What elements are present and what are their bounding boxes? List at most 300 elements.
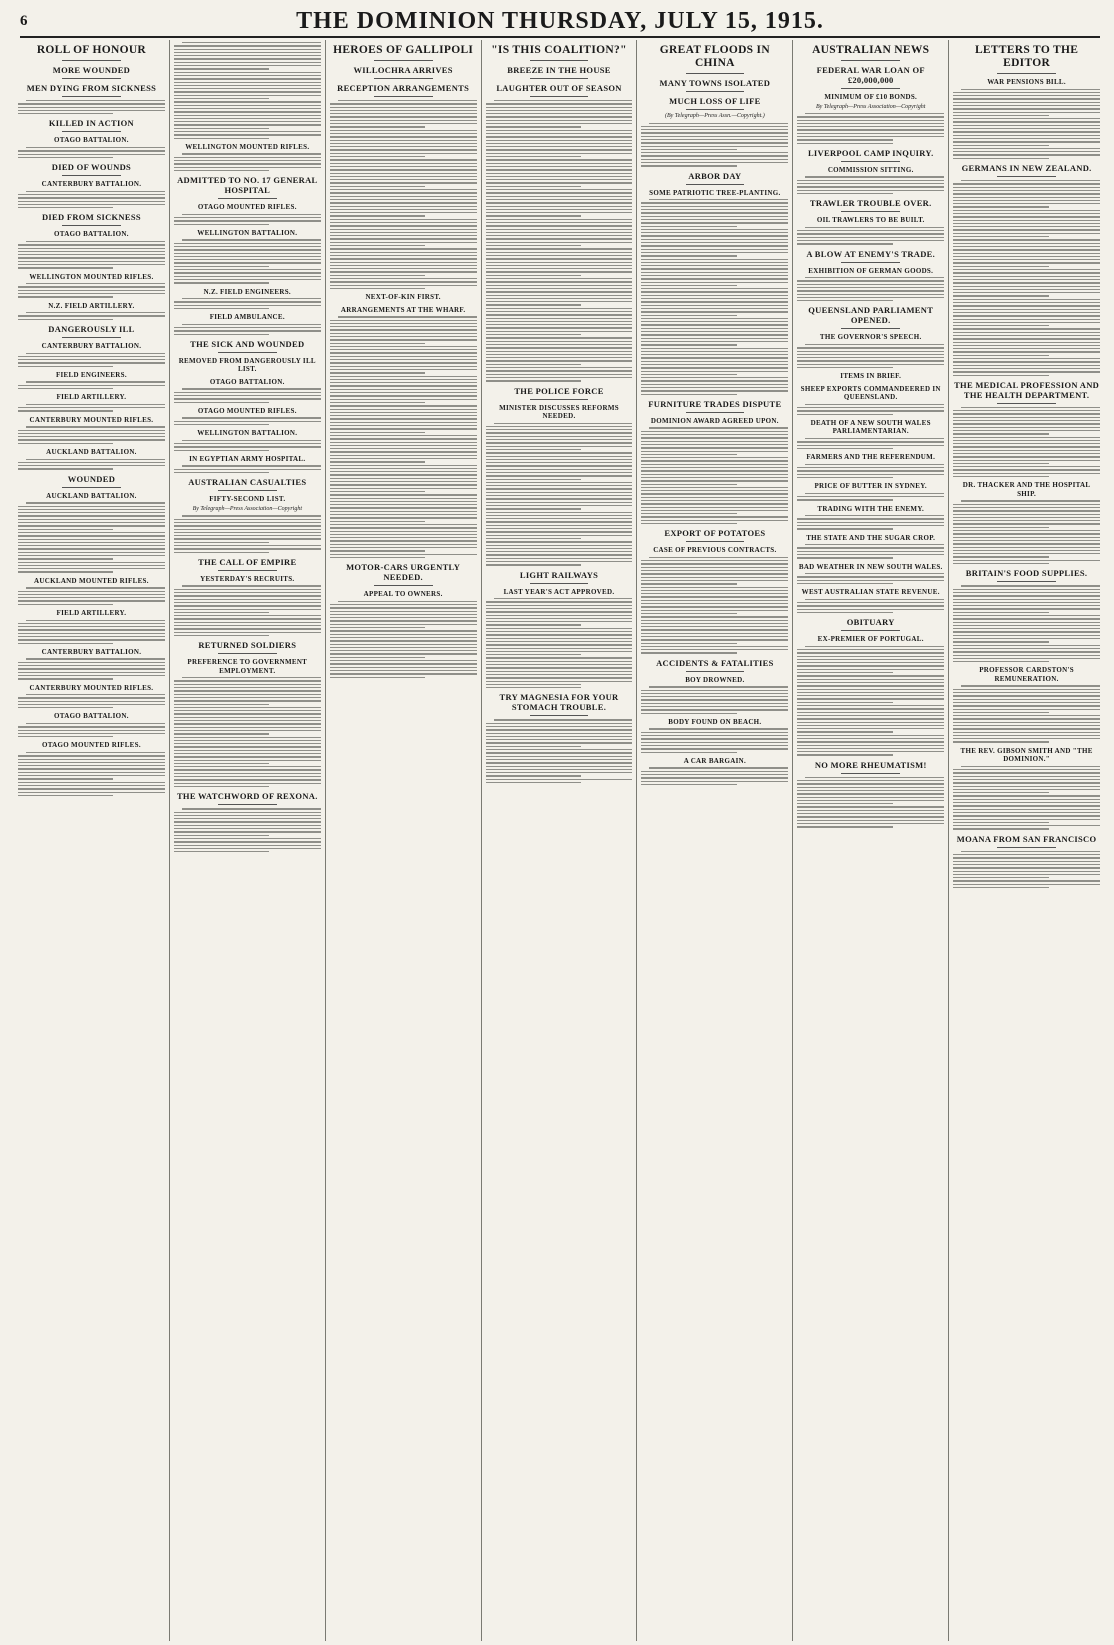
text-line (641, 784, 736, 785)
subheading: THE WATCHWORD OF REXONA. (176, 791, 318, 802)
text-line (174, 542, 269, 543)
article-body (174, 440, 321, 451)
text-line (174, 548, 321, 549)
text-line (641, 159, 788, 160)
subheading: DEATH OF A NEW SOUTH WALES PARLIAMENTARIAN. (810, 418, 931, 436)
text-line (330, 123, 477, 124)
text-line (641, 745, 788, 746)
text-line (182, 465, 321, 466)
text-line (330, 252, 477, 253)
article-body (18, 404, 165, 412)
text-line (174, 841, 321, 842)
text-line (797, 708, 944, 709)
text-line (174, 443, 321, 444)
text-line (330, 644, 477, 645)
text-line (953, 655, 1100, 656)
text-line (953, 735, 1100, 736)
text-line (174, 612, 269, 613)
divider (530, 399, 589, 400)
text-line (641, 587, 788, 588)
text-line (330, 255, 477, 256)
subheading: THE CALL OF EMPIRE (198, 556, 297, 567)
text-line (953, 253, 1100, 254)
text-line (797, 525, 944, 526)
text-line (486, 432, 633, 433)
text-line (953, 420, 1100, 421)
divider (62, 60, 121, 61)
article-body (641, 427, 788, 524)
text-line (330, 428, 477, 429)
article-body (486, 100, 633, 382)
text-line (953, 615, 1100, 616)
text-line (953, 533, 1100, 534)
text-line (486, 357, 633, 358)
text-line (18, 462, 165, 463)
text-line (26, 191, 165, 192)
text-line (486, 495, 633, 496)
text-line (797, 230, 944, 231)
text-line (174, 224, 269, 225)
text-line (953, 197, 1100, 198)
text-line (174, 589, 321, 590)
text-line (797, 810, 944, 811)
text-line (797, 414, 892, 415)
text-line (953, 547, 1100, 548)
subheading: SHEEP EXPORTS COMMANDEERED IN QUEENSLAND. (800, 384, 941, 402)
text-line (953, 520, 1100, 521)
text-line (953, 769, 1100, 770)
text-line (174, 769, 321, 770)
text-line (486, 225, 633, 226)
text-line (330, 677, 425, 678)
text-line (797, 602, 944, 603)
text-line (641, 239, 788, 240)
text-line (797, 754, 892, 755)
text-line (486, 641, 633, 642)
text-line (486, 518, 633, 519)
divider (841, 328, 900, 329)
text-line (174, 753, 321, 754)
text-line (486, 729, 633, 730)
text-line (330, 271, 477, 272)
text-line (486, 611, 633, 612)
column-5 (637, 40, 793, 1641)
text-line (953, 605, 1100, 606)
text-line (953, 802, 1100, 803)
text-line (641, 331, 788, 332)
text-line (641, 523, 736, 524)
text-line (486, 126, 581, 127)
text-line (330, 262, 477, 263)
subheading: FIELD AMBULANCE. (209, 313, 285, 322)
article-body (797, 493, 944, 501)
text-line (330, 196, 477, 197)
article-body (797, 404, 944, 415)
text-line (174, 595, 321, 596)
text-line (953, 864, 1100, 865)
text-line (486, 281, 633, 282)
text-line (797, 820, 944, 821)
text-line (797, 190, 944, 191)
subheading: LAUGHTER OUT OF SEASON (496, 83, 622, 93)
text-line (18, 515, 165, 516)
article-body (330, 100, 477, 289)
text-line (797, 116, 944, 117)
text-line (174, 697, 321, 698)
text-line (330, 620, 477, 621)
text-line (174, 828, 321, 829)
text-line (330, 448, 477, 449)
text-line (953, 779, 1100, 780)
text-line (641, 437, 788, 438)
text-line (494, 598, 633, 599)
text-line (953, 145, 1048, 146)
text-line (797, 748, 944, 749)
headline: "IS THIS COALITION?" (491, 44, 627, 56)
text-line (797, 649, 944, 650)
text-line (797, 193, 892, 194)
text-line (18, 701, 165, 702)
text-line (641, 357, 788, 358)
text-line (641, 390, 788, 391)
text-line (641, 513, 736, 514)
text-line (486, 756, 633, 757)
text-line (641, 338, 788, 339)
text-line (18, 439, 165, 440)
text-line (26, 381, 165, 382)
text-line (18, 430, 165, 431)
text-line (486, 429, 633, 430)
text-line (486, 561, 633, 562)
text-line (797, 522, 944, 523)
article-body (174, 515, 321, 553)
text-line (953, 815, 1100, 816)
text-line (953, 631, 1100, 632)
text-line (953, 423, 1100, 424)
text-line (641, 441, 788, 442)
subheading: A CAR BARGAIN. (683, 756, 747, 765)
text-line (953, 138, 1100, 139)
text-line (797, 679, 944, 680)
text-line (174, 602, 321, 603)
text-line (953, 95, 1100, 96)
text-line (174, 821, 321, 822)
text-line (641, 242, 788, 243)
text-line (953, 884, 1100, 885)
subheading: BREEZE IN THE HOUSE (507, 65, 611, 75)
text-line (330, 356, 477, 357)
subheading: ITEMS IN BRIEF. (840, 372, 902, 381)
text-line (330, 554, 477, 555)
subheading: WELLINGTON MOUNTED RIFLES. (29, 272, 154, 281)
text-line (330, 242, 477, 243)
text-line (953, 135, 1100, 136)
article-body (641, 557, 788, 654)
text-line (805, 544, 944, 545)
text-line (641, 361, 788, 362)
text-line (174, 105, 321, 106)
text-line (18, 290, 165, 291)
text-line (641, 474, 788, 475)
text-line (953, 880, 1100, 881)
text-line (330, 458, 477, 459)
subheading: NEXT-OF-KIN FIRST. (365, 293, 441, 302)
article-body (797, 573, 944, 584)
article-body (330, 316, 477, 558)
text-line (641, 301, 788, 302)
divider (686, 412, 745, 413)
text-line (174, 108, 321, 109)
text-line (953, 210, 1100, 211)
article-body (797, 227, 944, 245)
article-body (953, 851, 1100, 889)
text-line (641, 146, 788, 147)
text-line (174, 710, 321, 711)
subheading: LIVERPOOL CAMP INQUIRY. (807, 147, 934, 158)
text-line (330, 176, 477, 177)
subheading: DIED OF WOUNDS (51, 162, 132, 173)
text-line (953, 279, 1100, 280)
text-line (330, 438, 477, 439)
text-line (486, 130, 633, 131)
text-line (330, 288, 425, 289)
text-line (953, 608, 1100, 609)
text-line (18, 759, 165, 760)
text-line (330, 451, 477, 452)
text-line (174, 756, 321, 757)
text-line (330, 637, 477, 638)
text-line (486, 252, 633, 253)
article-body (174, 42, 321, 139)
divider (62, 131, 121, 132)
text-line (26, 100, 165, 101)
text-line (797, 806, 944, 807)
text-line (486, 638, 633, 639)
text-line (953, 443, 1100, 444)
text-line (18, 248, 165, 249)
text-line (486, 648, 633, 649)
text-line (174, 246, 321, 247)
text-line (330, 657, 425, 658)
text-line (174, 469, 321, 470)
text-line (18, 571, 113, 572)
text-line (486, 558, 633, 559)
text-line (494, 423, 633, 424)
text-line (174, 632, 321, 633)
text-line (797, 470, 944, 471)
text-line (330, 647, 477, 648)
text-line (486, 664, 633, 665)
text-line (18, 433, 165, 434)
text-line (641, 272, 788, 273)
text-line (641, 295, 788, 296)
divider (218, 804, 277, 805)
text-line (641, 324, 788, 325)
text-line (953, 299, 1100, 300)
headline: AUSTRALIAN NEWS (812, 44, 930, 56)
divider (62, 78, 121, 79)
text-line (182, 417, 321, 418)
subheading: WAR PENSIONS BILL. (987, 78, 1066, 86)
text-line (953, 887, 1048, 888)
text-line (174, 118, 321, 119)
text-line (797, 715, 944, 716)
article-body (18, 100, 165, 114)
text-line (953, 216, 1100, 217)
text-line (330, 219, 477, 220)
text-line (174, 472, 269, 473)
text-line (641, 354, 788, 355)
text-line (805, 464, 944, 465)
text-line (953, 433, 1048, 434)
text-line (641, 139, 788, 140)
divider (218, 490, 277, 491)
text-line (330, 392, 477, 393)
text-line (486, 551, 633, 552)
subheading: AUCKLAND BATTALION. (46, 491, 137, 500)
text-line (174, 532, 321, 533)
text-line (641, 206, 788, 207)
text-line (641, 219, 788, 220)
text-line (641, 646, 788, 647)
text-line (486, 624, 581, 625)
text-line (174, 763, 269, 764)
text-line (26, 502, 165, 503)
text-line (174, 727, 321, 728)
text-line (953, 543, 1100, 544)
subheading: THE SICK AND WOUNDED (190, 338, 305, 349)
text-line (174, 249, 321, 250)
subheading: TRADING WITH THE ENEMY. (817, 504, 925, 513)
text-line (18, 468, 113, 469)
text-line (797, 722, 944, 723)
divider (686, 184, 745, 185)
text-line (18, 113, 113, 114)
text-line (18, 244, 165, 245)
text-line (486, 212, 633, 213)
text-line (953, 368, 1100, 369)
divider (841, 262, 900, 263)
text-line (953, 375, 1048, 376)
text-line (174, 78, 321, 79)
text-line (486, 354, 633, 355)
text-line (486, 684, 581, 685)
text-line (330, 146, 477, 147)
text-line (641, 142, 788, 143)
text-line (330, 465, 477, 466)
text-line (953, 692, 1100, 693)
text-line (174, 529, 321, 530)
text-line (641, 470, 788, 471)
text-line (330, 352, 477, 353)
text-line (330, 471, 477, 472)
text-line (486, 377, 633, 378)
text-line (486, 275, 581, 276)
text-line (641, 693, 788, 694)
text-line (953, 125, 1100, 126)
text-line (641, 288, 788, 289)
subheading: AUCKLAND MOUNTED RIFLES. (34, 576, 149, 585)
text-line (486, 288, 633, 289)
text-line (953, 466, 1100, 467)
text-line (330, 222, 477, 223)
text-line (18, 782, 165, 783)
text-line (953, 722, 1100, 723)
text-line (174, 522, 321, 523)
text-line (330, 281, 477, 282)
text-line (486, 120, 633, 121)
text-line (330, 265, 477, 266)
text-line (953, 249, 1100, 250)
text-line (953, 121, 1100, 122)
text-line (330, 248, 477, 249)
text-line (486, 321, 633, 322)
text-line (797, 499, 892, 500)
text-line (174, 628, 321, 629)
text-line (953, 822, 1048, 823)
article-body (174, 677, 321, 787)
text-line (182, 324, 321, 325)
text-line (953, 695, 1100, 696)
text-line (953, 312, 1100, 313)
subheading: FARMERS AND THE REFERENDUM. (806, 453, 936, 462)
text-line (174, 779, 321, 780)
text-line (953, 709, 1100, 710)
text-line (486, 601, 633, 602)
text-line (174, 737, 321, 738)
text-line (953, 158, 1048, 159)
text-line (330, 409, 477, 410)
subheading: MOTOR-CARS URGENTLY NEEDED. (346, 562, 461, 583)
subheading: OIL TRAWLERS TO BE BUILT. (816, 216, 925, 225)
text-line (330, 670, 477, 671)
masthead-title: THE DOMINION THURSDAY, JULY 15, 1915. (296, 7, 824, 34)
text-line (649, 199, 788, 200)
text-line (953, 592, 1100, 593)
text-line (641, 278, 788, 279)
text-line (174, 635, 269, 636)
text-line (26, 587, 165, 588)
text-line (18, 552, 165, 553)
text-line (18, 636, 165, 637)
text-line (18, 251, 165, 252)
text-line (18, 532, 165, 533)
text-line (174, 687, 321, 688)
text-line (797, 240, 944, 241)
text-line (330, 113, 477, 114)
text-line (18, 633, 165, 634)
text-line (953, 553, 1100, 554)
credit-line: By Telegraph—Press Association—Copyright (192, 505, 303, 512)
subheading: ADMITTED TO NO. 17 GENERAL HOSPITAL (177, 175, 318, 196)
article-columns (14, 40, 1104, 1641)
text-line (330, 192, 477, 193)
text-line (330, 455, 477, 456)
text-line (486, 769, 633, 770)
text-line (174, 167, 321, 168)
text-line (953, 345, 1100, 346)
text-line (641, 490, 788, 491)
text-line (18, 254, 165, 255)
article-body (174, 465, 321, 473)
text-line (174, 421, 321, 422)
text-line (486, 759, 633, 760)
text-line (18, 359, 165, 360)
text-line (330, 163, 477, 164)
divider (530, 60, 589, 61)
text-line (805, 493, 944, 494)
text-line (174, 276, 321, 277)
